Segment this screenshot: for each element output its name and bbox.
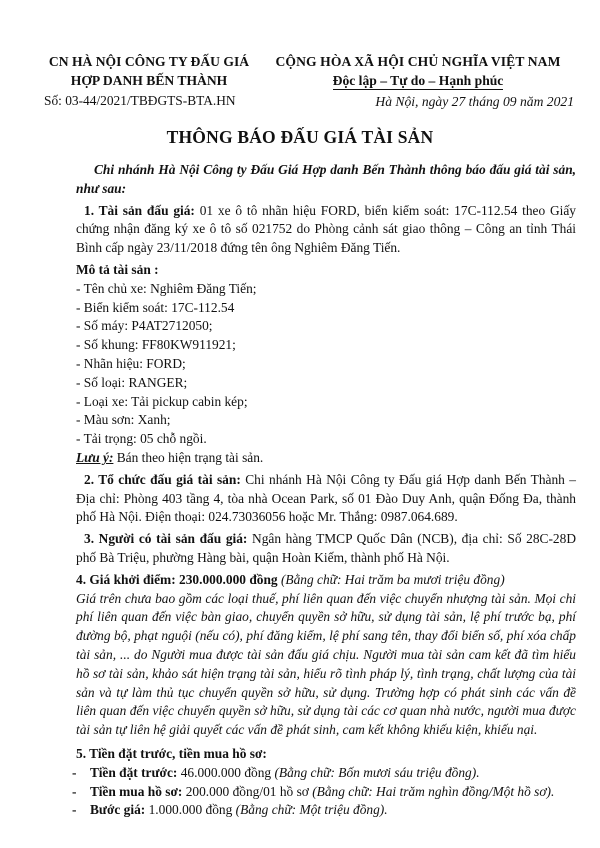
section-owner-text: Ngân hàng TMCP Quốc Dân (NCB), địa chỉ: Số 28C-28D phố Bà Triệu, phường Hàng bài, quận Hoàn Kiếm, thành phố Hà Nội. [76,531,576,565]
desc-item: - Tải trọng: 05 chỗ ngồi. [76,431,207,447]
desc-item: - Số máy: P4AT2712050; [76,318,213,334]
section-deposit-heading [76,745,576,764]
issuer-name-line1: CN HÀ NỘI CÔNG TY ĐẤU GIÁ [48,54,250,69]
desc-item: - Tên chủ xe: Nghiêm Đăng Tiến; [76,280,257,296]
section-asset-label: 1. Tài sản đấu giá: [84,202,195,218]
section-asset-text: 01 xe ô tô nhãn hiệu FORD, biển kiểm soát: 17C-112.54 theo Giấy chứng nhận đăng ký xe ô tô số 021752 do Phòng cảnh sát giao thông – Công an tỉnh Thái Bình cấp ngày 23/11/2018 đứng tên ông Nghiêm Đăng Tiến. [76,202,576,256]
section-asset [76,202,576,258]
asset-note-label: Lưu ý: [76,449,114,465]
national-heading [262,52,574,111]
section-starting-price [76,571,576,590]
fee-value: 1.000.000 đồng [145,802,236,818]
section-organizer-text: Chi nhánh Hà Nội Công ty Đấu giá Hợp danh Bến Thành – Địa chỉ: Phòng 403 tầng 4, tòa nhà Ocean Park, số 01 Đào Duy Anh, quận Đống Đa, thành phố Hà Nội. Điện thoại: 024.73036056 hoặc Mr. Thắng: 0987.064.689. [76,471,576,525]
intro-paragraph: Chi nhánh Hà Nội Công ty Đấu Giá Hợp danh Bến Thành thông báo đấu giá tài sản, như sau: [76,162,576,196]
desc-item: - Loại xe: Tải pickup cabin kép; [76,393,248,409]
desc-item: - Số khung: FF80KW911921; [76,337,236,353]
fee-words: (Bằng chữ: Hai trăm nghìn đồng/Một hồ sơ). [312,783,555,799]
section-owner-label: 3. Người có tài sản đấu giá: [84,531,248,547]
section-owner [76,530,576,568]
document-number: Số: 03-44/2021/TBĐGTS-BTA.HN [44,93,236,108]
issuer-name-line2: HỢP DANH BẾN THÀNH [70,73,228,88]
fee-words: (Bằng chữ: Bốn mươi sáu triệu đồng). [274,764,480,780]
starting-price-words: (Bằng chữ: Hai trăm ba mươi triệu đồng) [277,571,505,587]
document-title: THÔNG BÁO ĐẤU GIÁ TÀI SẢN [166,127,434,147]
starting-price-label: 4. Giá khởi điểm: 230.000.000 đồng [76,571,278,587]
asset-description-heading [76,261,576,280]
fee-bullet: - [72,783,77,799]
fee-value: 200.000 đồng/01 hồ sơ [182,783,313,799]
asset-description-colon: : [150,261,159,277]
issuer-block [38,52,260,110]
dateline: Hà Nội, ngày 27 tháng 09 năm 2021 [375,94,574,109]
starting-price-note: Giá trên chưa bao gồm các loại thuế, phí liên quan đến việc chuyển nhượng tài sản. Mọi chi phí liên quan đến việc bàn giao, chuyển quyền sở hữu, sử dụng tài sản, lệ phí trước bạ, phí đường bộ, phạt nguội (nếu có), phí đăng kiểm, lệ phí sang tên, thay đổi biển số, phí xóa chấp tài sản, ... do Người mua được tài sản đấu giá chịu. Người mua tài sản cam kết đã tìm hiểu hồ sơ tài sản, khảo sát hiện trạng tài sản, hiểu rõ tình pháp lý, tình trạng, chất lượng của tài sản và tự làm thủ tục chuyển quyền sở hữu, sử dụng. Trường hợp có phát sinh các vấn đề liên quan đến việc chuyển quyền sở hữu, sử dụng tài các cơ quan nhà nước, người mua được tài sản tự liên hệ giải quyết các vấn đề phát sinh, cam kết không khiếu kiện, khiếu nại. [76,590,576,738]
fee-item [72,764,576,783]
fee-label: Tiền mua hồ sơ: [90,783,183,799]
fee-label: Bước giá: [90,802,146,818]
fee-bullet: - [72,764,77,780]
asset-description-label: Mô tả tài sản [76,261,151,277]
document-body [72,161,576,820]
asset-note [76,449,576,468]
fee-item [72,801,576,820]
section-organizer-label: 2. Tổ chức đấu giá tài sản: [84,471,241,487]
fee-words: (Bằng chữ: Một triệu đồng). [235,802,388,818]
desc-item: - Nhãn hiệu: FORD; [76,355,186,371]
section-organizer [76,471,576,527]
section-deposit-label: 5. Tiền đặt trước, tiền mua hồ sơ: [76,745,267,761]
desc-item: - Màu sơn: Xanh; [76,412,171,428]
nation-name: CỘNG HÒA XÃ HỘI CHỦ NGHĨA VIỆT NAM [275,54,561,69]
fee-item [72,783,576,802]
fee-bullet: - [72,802,77,818]
fee-label: Tiền đặt trước: [90,764,178,780]
fee-value: 46.000.000 đồng [177,764,275,780]
desc-item: - Biển kiểm soát: 17C-112.54 [76,299,235,315]
desc-item: - Số loại: RANGER; [76,374,188,390]
national-motto: Độc lập – Tự do – Hạnh phúc [332,73,504,88]
asset-note-text: Bán theo hiện trạng tài sản. [113,449,264,465]
